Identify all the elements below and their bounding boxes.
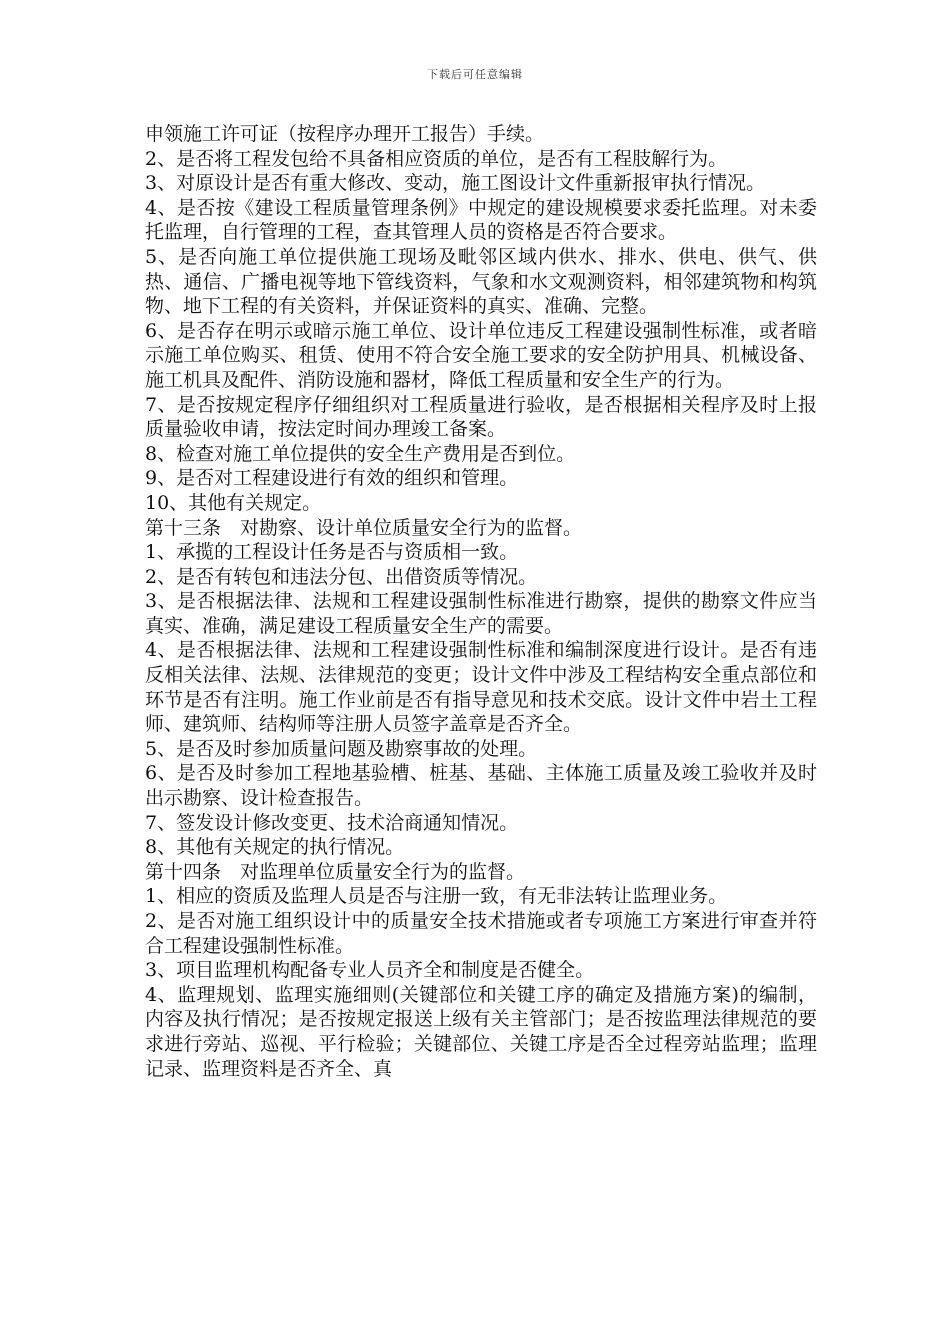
paragraph: 8、其他有关规定的执行情况。 — [145, 836, 405, 859]
paragraph: 9、是否对工程建设进行有效的组织和管理。 — [145, 467, 519, 490]
paragraph: 4、监理规划、监理实施细则(关键部位和关键工序的确定及措施方案)的编制，内容及执行情况；是否按规定报送上级有关主管部门；是否按监理法律规范的要求进行旁站、巡视、平行检验；关键部位、关键工序是否全过程旁站监理；监理记录、监理资料是否齐全、真 — [145, 983, 817, 1080]
paragraph: 6、是否及时参加工程地基验槽、桩基、基础、主体施工质量及竣工验收并及时出示勘察、设计检查报告。 — [145, 762, 817, 810]
paragraph: 5、是否及时参加质量问题及勘察事故的处理。 — [145, 737, 538, 760]
paragraph: 5、是否向施工单位提供施工现场及毗邻区域内供水、排水、供电、供气、供热、通信、广播电视等地下管线资料，气象和水文观测资料，相邻建筑物和构筑物、地下工程的有关资料，并保证资料的真实、准确、完整。 — [145, 245, 817, 318]
paragraph: 10、其他有关规定。 — [145, 491, 322, 514]
paragraph: 2、是否将工程发包给不具备相应资质的单位，是否有工程肢解行为。 — [145, 147, 728, 170]
paragraph: 7、签发设计修改变更、技术洽商通知情况。 — [145, 811, 519, 834]
paragraph: 1、承揽的工程设计任务是否与资质相一致。 — [145, 541, 519, 564]
paragraph: 6、是否存在明示或暗示施工单位、设计单位违反工程建设强制性标准，或者暗示施工单位购买、租赁、使用不符合安全施工要求的安全防护用具、机械设备、施工机具及配件、消防设施和器材，降低工程质量和安全生产的行为。 — [145, 319, 817, 391]
paragraph: 3、对原设计是否有重大修改、变动，施工图设计文件重新报审执行情况。 — [145, 172, 766, 195]
paragraph: 7、是否按规定程序仔细组织对工程质量进行验收，是否根据相关程序及时上报质量验收申请，按法定时间办理竣工备案。 — [145, 393, 817, 441]
paragraph: 3、是否根据法律、法规和工程建设强制性标准进行勘察，提供的勘察文件应当真实、准确，满足建设工程质量安全生产的需要。 — [145, 590, 817, 637]
article-heading: 第十四条 对监理单位质量安全行为的监督。 — [145, 860, 526, 883]
paragraph: 4、是否按《建设工程质量管理条例》中规定的建设规模要求委托监理。对未委托监理，自行管理的工程，查其管理人员的资格是否符合要求。 — [145, 196, 817, 244]
page-header-note: 下载后可任意编辑 — [427, 68, 523, 81]
paragraph: 4、是否根据法律、法规和工程建设强制性标准和编制深度进行设计。是否有违反相关法律、法规、法律规范的变更；设计文件中涉及工程结构安全重点部位和环节是否有注明。施工作业前是否有指导意见和技术交底。设计文件中岩土工程师、建筑师、结构师等注册人员签字盖章是否齐全。 — [145, 639, 817, 736]
paragraph: 申领施工许可证（按程序办理开工报告）手续。 — [145, 123, 545, 145]
paragraph: 3、项目监理机构配备专业人员齐全和制度是否健全。 — [145, 959, 595, 982]
document-body — [145, 122, 817, 1081]
paragraph: 2、是否对施工组织设计中的质量安全技术措施或者专项施工方案进行审查并符合工程建设强制性标准。 — [145, 910, 817, 957]
paragraph: 8、检查对施工单位提供的安全生产费用是否到位。 — [145, 442, 576, 465]
paragraph: 1、相应的资质及监理人员是否与注册一致，有无非法转让监理业务。 — [145, 885, 728, 908]
article-heading: 第十三条 对勘察、设计单位质量安全行为的监督。 — [145, 516, 583, 539]
paragraph: 2、是否有转包和违法分包、出借资质等情况。 — [145, 565, 538, 588]
